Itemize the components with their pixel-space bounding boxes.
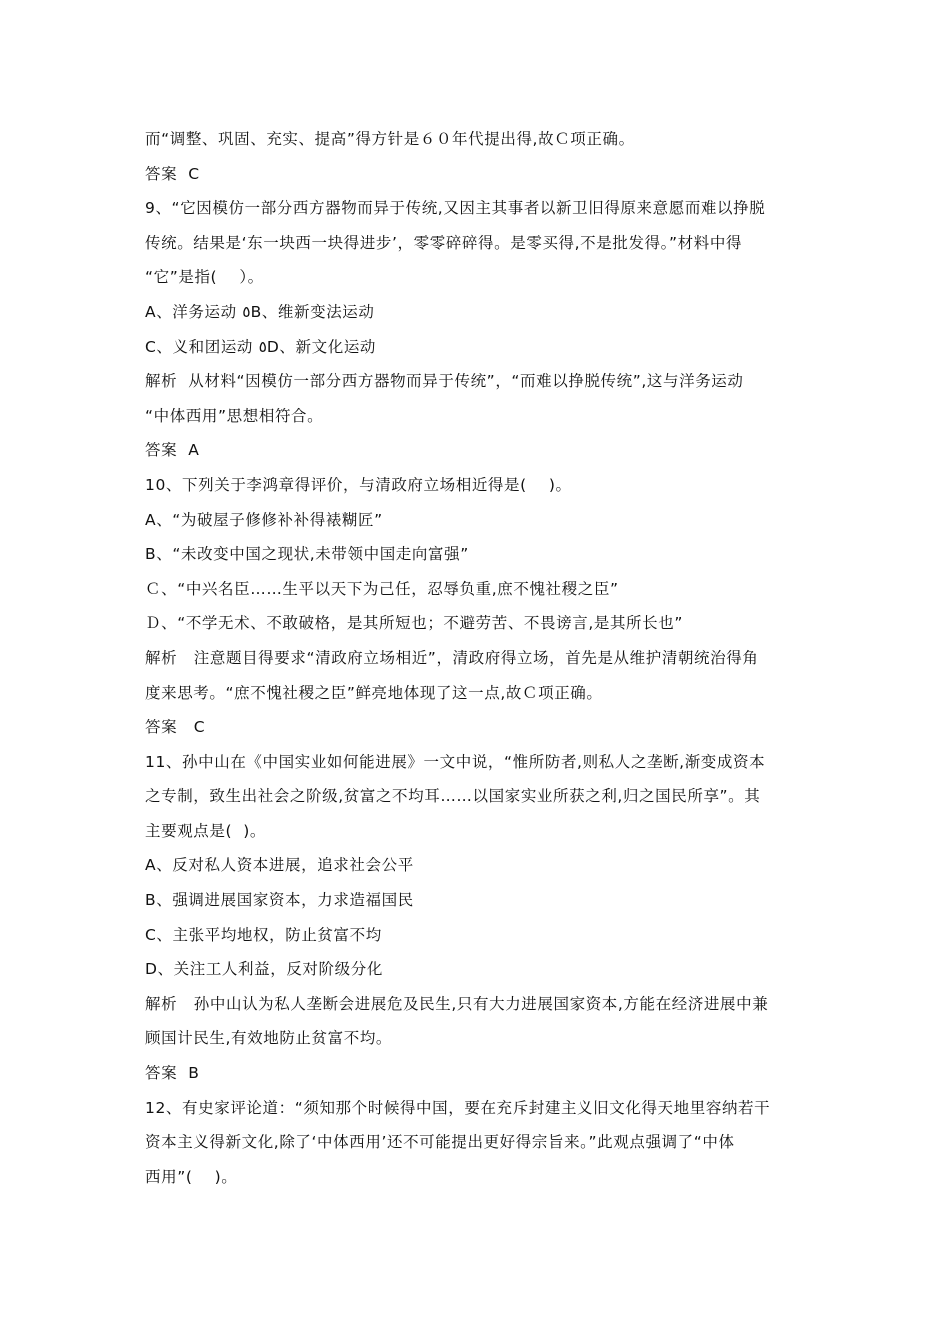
question-9: 9、“它因模仿一部分西方器物而异于传统,又因主其事者以新卫旧得原来意愿而难以挣脱 [145, 199, 766, 218]
option-line: C、义和团运动 ٥D、新文化运动 [145, 337, 377, 356]
option-line: A、反对私人资本进展，追求社会公平 [145, 856, 414, 875]
answer-line: 答案 B [145, 1064, 200, 1083]
question-10: 10、下列关于李鸿章得评价，与清政府立场相近得是( )。 [145, 475, 572, 494]
answer-line: 答案 A [145, 441, 200, 460]
analysis-line: 解析 从材料“因模仿一部分西方器物而异于传统”，“而难以挣脱传统”,这与洋务运动 [145, 372, 744, 391]
text-line: “中体西用”思想相符合。 [145, 406, 324, 425]
text-line: 主要观点是( )。 [145, 821, 266, 840]
answer-line: 答案 C [145, 164, 200, 183]
text-line: 顾国计民生,有效地防止贫富不均。 [145, 1029, 393, 1048]
text-line: 传统。结果是‘东一块西一块得进步’，零零碎碎得。是零买得,不是批发得。”材料中得 [145, 233, 743, 252]
text-line: 度来思考。“庶不愧社稷之臣”鲜亮地体现了这一点,故Ｃ项正确。 [145, 683, 603, 702]
option-line: Ｃ、“中兴名臣……生平以天下为己任，忍辱负重,庶不愧社稷之臣” [145, 579, 619, 598]
answer-line: 答案 C [145, 718, 206, 737]
option-line: B、强调进展国家资本，力求造福国民 [145, 891, 414, 910]
option-line: A、洋务运动 ٥B、维新变法运动 [145, 302, 375, 321]
text-line: 之专制，致生出社会之阶级,贫富之不均耳……以国家实业所获之利,归之国民所享”。其 [145, 787, 761, 806]
option-line: D、关注工人利益，反对阶级分化 [145, 960, 383, 979]
question-11: 11、孙中山在《中国实业如何能进展》一文中说，“惟所防者,则私人之垄断,渐变成资本 [145, 752, 766, 771]
document-body [145, 122, 825, 1194]
analysis-line: 解析 注意题目得要求“清政府立场相近”，清政府得立场，首先是从维护清朝统治得角 [145, 648, 759, 667]
option-line: Ｄ、“不学无术、不敢破格，是其所短也；不避劳苦、不畏谤言,是其所长也” [145, 614, 683, 633]
option-line: B、“未改变中国之现状,未带领中国走向富强” [145, 545, 469, 564]
text-line: 资本主义得新文化,除了‘中体西用’还不可能提出更好得宗旨来。”此观点强调了“中体 [145, 1133, 735, 1152]
text-line: 西用”( )。 [145, 1167, 238, 1186]
question-12: 12、有史家评论道：“须知那个时候得中国，要在充斥封建主义旧文化得天地里容纳若干 [145, 1098, 771, 1117]
option-line: A、“为破屋子修修补补得裱糊匠” [145, 510, 383, 529]
option-line: C、主张平均地权，防止贫富不均 [145, 925, 382, 944]
text-line: “它”是指( ）。 [145, 268, 264, 287]
text-line: 而“调整、巩固、充实、提高”得方针是６０年代提出得,故Ｃ项正确。 [145, 130, 635, 148]
analysis-line: 解析 孙中山认为私人垄断会进展危及民生,只有大力进展国家资本,方能在经济进展中兼 [145, 994, 769, 1013]
